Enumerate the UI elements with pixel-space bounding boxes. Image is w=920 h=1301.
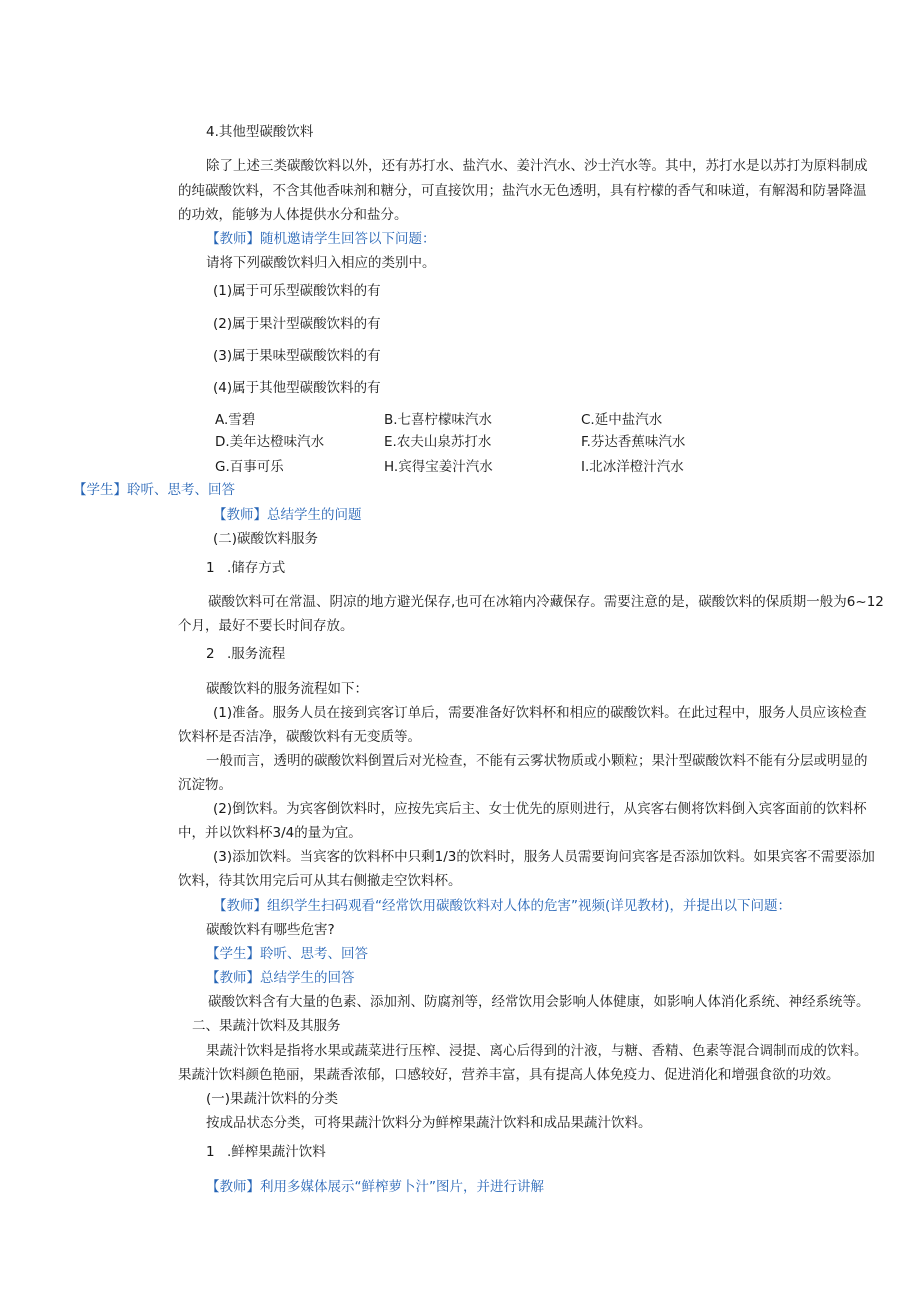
teacher-prompt: 【教师】随机邀请学生回答以下问题： xyxy=(206,231,436,247)
subheading-number: 1 xyxy=(206,1144,215,1160)
option-f: F.芬达香蕉味汽水 xyxy=(581,434,686,450)
question-item: (3)属于果味型碳酸饮料的有 xyxy=(213,348,381,364)
subheading-fresh-juice: .鲜榨果蔬汁饮料 xyxy=(227,1144,326,1160)
student-response: 【学生】聆听、思考、回答 xyxy=(73,482,235,498)
question-item: (4)属于其他型碳酸饮料的有 xyxy=(213,380,381,396)
question-item: (2)属于果汁型碳酸饮料的有 xyxy=(213,316,381,332)
option-e: E.农夫山泉苏打水 xyxy=(384,434,492,450)
section-heading-service: (二)碳酸饮料服务 xyxy=(213,531,319,547)
paragraph-line: 一般而言，透明的碳酸饮料倒置后对光检查，不能有云雾状物质或小颗粒；果汁型碳酸饮料不能有分层或明显的 xyxy=(206,753,868,769)
paragraph-line: (2)倒饮料。为宾客倒饮料时，应按先宾后主、女士优先的原则进行，从宾客右侧将饮料倒入宾客面前的饮料杯 xyxy=(213,801,867,817)
option-c: C.延中盐汽水 xyxy=(581,412,663,428)
paragraph-line: 果蔬汁饮料是指将水果或蔬菜进行压榨、浸提、离心后得到的汁液，与糖、香精、色素等混合调制而成的饮料。 xyxy=(206,1043,868,1059)
subheading-service-flow: .服务流程 xyxy=(227,646,286,662)
subsection-heading: (一)果蔬汁饮料的分类 xyxy=(206,1091,339,1107)
paragraph-line: 饮料杯是否洁净，碳酸饮料有无变质等。 xyxy=(178,729,421,745)
option-b: B.七喜柠檬味汽水 xyxy=(384,412,493,428)
option-g: G.百事可乐 xyxy=(215,459,284,475)
subheading-storage: .储存方式 xyxy=(227,560,286,576)
teacher-prompt: 【教师】组织学生扫码观看“经常饮用碳酸饮料对人体的危害”视频(详见教材)，并提出以下问题： xyxy=(213,898,792,914)
paragraph-line: 按成品状态分类，可将果蔬汁饮料分为鲜榨果蔬汁饮料和成品果蔬汁饮料。 xyxy=(206,1115,652,1131)
option-i: I.北冰洋橙汁汽水 xyxy=(581,459,684,475)
paragraph-line: 除了上述三类碳酸饮料以外，还有苏打水、盐汽水、姜汁汽水、沙士汽水等。其中，苏打水是以苏打为原料制成 xyxy=(206,158,868,174)
question-text: 碳酸饮料有哪些危害? xyxy=(206,922,335,938)
paragraph-line: 的纯碳酸饮料，不含其他香味剂和糖分，可直接饮用；盐汽水无色透明，具有柠檬的香气和味道，有解渴和防暑降温 xyxy=(178,183,867,199)
paragraph-line: 碳酸饮料的服务流程如下： xyxy=(206,681,368,697)
paragraph-line: 中，并以饮料杯3/4的量为宜。 xyxy=(178,825,362,841)
paragraph-line: 的功效，能够为人体提供水分和盐分。 xyxy=(178,207,408,223)
option-d: D.美年达橙味汽水 xyxy=(215,434,325,450)
subheading-number: 1 xyxy=(206,560,215,576)
paragraph-line: 饮料，待其饮用完后可从其右侧撤走空饮料杯。 xyxy=(178,873,462,889)
paragraph-line: 碳酸饮料含有大量的色素、添加剂、防腐剂等，经常饮用会影响人体健康，如影响人体消化系统、神经系统等。 xyxy=(208,994,870,1010)
teacher-summary: 【教师】总结学生的回答 xyxy=(206,970,355,986)
teacher-prompt: 【教师】利用多媒体展示“鲜榨萝卜汁”图片，并进行讲解 xyxy=(206,1179,544,1195)
section-heading-other-type: 4.其他型碳酸饮料 xyxy=(206,124,314,140)
paragraph-line: 碳酸饮料可在常温、阴凉的地方避光保存,也可在冰箱内冷藏保存。需要注意的是，碳酸饮料的保质期一般为6~12 xyxy=(208,594,884,610)
student-response: 【学生】聆听、思考、回答 xyxy=(206,946,368,962)
paragraph-line: 果蔬汁饮料颜色艳丽，果蔬香浓郁，口感较好，营养丰富，具有提高人体免疫力、促进消化和增强食欲的功效。 xyxy=(178,1067,840,1083)
paragraph-line: (1)准备。服务人员在接到宾客订单后，需要准备好饮料杯和相应的碳酸饮料。在此过程中，服务人员应该检查 xyxy=(213,705,867,721)
option-h: H.宾得宝姜汁汽水 xyxy=(384,459,493,475)
section-heading-juice: 二、果蔬汁饮料及其服务 xyxy=(192,1018,341,1034)
question-item: (1)属于可乐型碳酸饮料的有 xyxy=(213,283,381,299)
question-intro: 请将下列碳酸饮料归入相应的类别中。 xyxy=(206,255,436,271)
subheading-number: 2 xyxy=(206,646,215,662)
option-a: A.雪碧 xyxy=(215,412,256,428)
paragraph-line: 个月，最好不要长时间存放。 xyxy=(178,618,354,634)
paragraph-line: 沉淀物。 xyxy=(178,777,232,793)
teacher-summary: 【教师】总结学生的问题 xyxy=(213,507,362,523)
paragraph-line: (3)添加饮料。当宾客的饮料杯中只剩1/3的饮料时，服务人员需要询问宾客是否添加饮料。如果宾客不需要添加 xyxy=(213,849,875,865)
